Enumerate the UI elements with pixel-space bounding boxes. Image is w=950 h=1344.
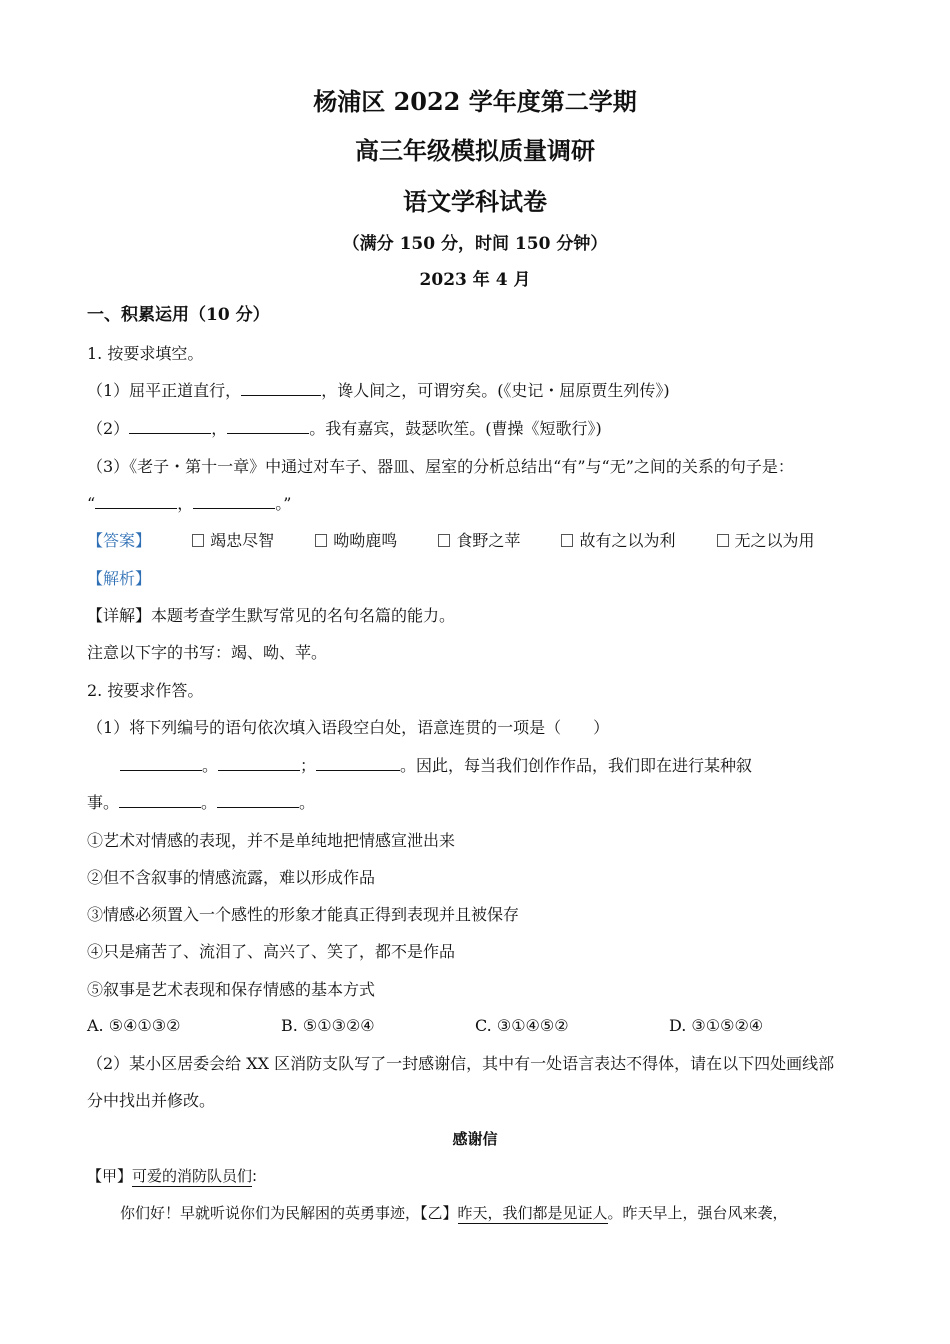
option-d: D. ③①⑤②④ [669, 1016, 764, 1035]
q1-part3-text-c: 。” [275, 494, 292, 513]
q2-fill-text-b: ； [300, 756, 317, 775]
yi-underlined: 昨天，我们都是见证人 [457, 1204, 608, 1222]
checkbox-icon [561, 534, 573, 547]
q2-fill-line1 [120, 755, 752, 777]
letter-body [120, 1202, 788, 1224]
q1-answer-row [87, 530, 851, 552]
blank [120, 756, 202, 771]
q2-part2-line1: （2）某小区居委会给 XX 区消防支队写了一封感谢信，其中有一处语言表达不得体，请在以下四处画线部 [87, 1054, 835, 1073]
blank [316, 756, 400, 771]
sentence-1: ①艺术对情感的表现，并不是单纯地把情感宣泄出来 [87, 831, 456, 850]
blank [193, 494, 275, 509]
answer-item [315, 531, 397, 550]
answer-text: 竭忠尽智 [210, 531, 275, 550]
q1-part1-text-b: ，谗人间之，可谓穷矣。(《史记・屈原贾生列传》) [321, 381, 670, 400]
jia-label: 【甲】 [87, 1167, 133, 1185]
exam-date: 2023 年 4 月 [419, 270, 531, 290]
q2-part1: （1）将下列编号的语句依次填入语段空白处，语意连贯的一项是（ ） [87, 718, 610, 737]
answer-item [717, 531, 815, 550]
q1-part2-text-b: ， [211, 419, 228, 438]
q2-stem: 2. 按要求作答。 [87, 681, 204, 700]
option-a: A. ⑤④①③② [87, 1016, 181, 1035]
sentence-3: ③情感必须置入一个感性的形象才能真正得到表现并且被保存 [87, 905, 520, 924]
blank [129, 419, 211, 434]
checkbox-icon [717, 534, 729, 547]
answer-text: 呦呦鹿鸣 [333, 531, 398, 550]
q1-part2 [87, 418, 602, 440]
answer-item [192, 531, 274, 550]
q1-detail: 【详解】本题考查学生默写常见的名句名篇的能力。 [87, 606, 456, 625]
yi-label: 【乙】 [420, 1204, 458, 1222]
q2-fill-text-c: 。因此，每当我们创作作品，我们即在进行某种叙 [400, 756, 753, 775]
jia-colon: : [252, 1167, 258, 1185]
blank [227, 419, 309, 434]
sentence-4: ④只是痛苦了、流泪了、高兴了、笑了，都不是作品 [87, 942, 456, 961]
letter-title: 感谢信 [452, 1130, 498, 1148]
letter-salutation [87, 1165, 257, 1187]
blank [95, 494, 177, 509]
exam-info: （满分 150 分，时间 150 分钟） [342, 234, 608, 254]
q1-part1 [87, 380, 670, 402]
q2-fill2-text-c: 。 [299, 793, 316, 812]
q1-part1-text-a: （1）屈平正道直行， [87, 381, 242, 400]
q1-part2-text-c: 。我有嘉宾，鼓瑟吹笙。(曹操《短歌行》) [309, 419, 602, 438]
letter-body-text-b: 。昨天早上，强台风来袭， [607, 1204, 788, 1222]
answer-item [561, 531, 675, 550]
q1-note: 注意以下字的书写：竭、呦、苹。 [87, 643, 328, 662]
blank [217, 793, 299, 808]
answer-item [438, 531, 520, 550]
checkbox-icon [438, 534, 450, 547]
section-heading: 一、积累运用（10 分） [87, 305, 270, 325]
answer-text: 无之以为用 [734, 531, 815, 550]
q1-part3-blanks [87, 493, 291, 515]
option-b: B. ⑤①③②④ [281, 1016, 375, 1035]
q2-fill-line2 [87, 792, 315, 814]
exam-title-line3: 语文学科试卷 [403, 187, 547, 216]
q1-part3-text-a: “ [87, 494, 96, 513]
letter-body-text-a: 你们好！早就听说你们为民解困的英勇事迹， [120, 1204, 421, 1222]
q2-part2-line2: 分中找出并修改。 [87, 1091, 216, 1110]
sentence-2: ②但不含叙事的情感流露，难以形成作品 [87, 868, 376, 887]
sentence-5: ⑤叙事是艺术表现和保存情感的基本方式 [87, 980, 376, 999]
answer-text: 食野之苹 [456, 531, 521, 550]
checkbox-icon [192, 534, 204, 547]
blank [241, 381, 321, 396]
q1-stem: 1. 按要求填空。 [87, 344, 204, 363]
answer-text: 故有之以为利 [579, 531, 676, 550]
q1-part3: （3）《老子・第十一章》中通过对车子、器皿、屋室的分析总结出“有”与“无”之间的关系的句子是： [87, 457, 794, 476]
q1-part3-text-b: ， [177, 494, 194, 513]
exam-title-line1: 杨浦区 2022 学年度第二学期 [313, 87, 637, 116]
blank [119, 793, 201, 808]
answer-label: 【答案】 [87, 531, 152, 550]
q2-fill2-text-a: 事。 [87, 793, 120, 812]
exam-title-line2: 高三年级模拟质量调研 [355, 136, 595, 165]
option-c: C. ③①④⑤② [475, 1016, 569, 1035]
q2-fill2-text-b: 。 [201, 793, 218, 812]
blank [218, 756, 300, 771]
jia-underlined: 可爱的消防队员们 [132, 1167, 253, 1185]
q2-fill-text-a: 。 [202, 756, 219, 775]
q1-part2-text-a: （2） [87, 419, 130, 438]
analysis-label: 【解析】 [87, 569, 152, 588]
checkbox-icon [315, 534, 327, 547]
